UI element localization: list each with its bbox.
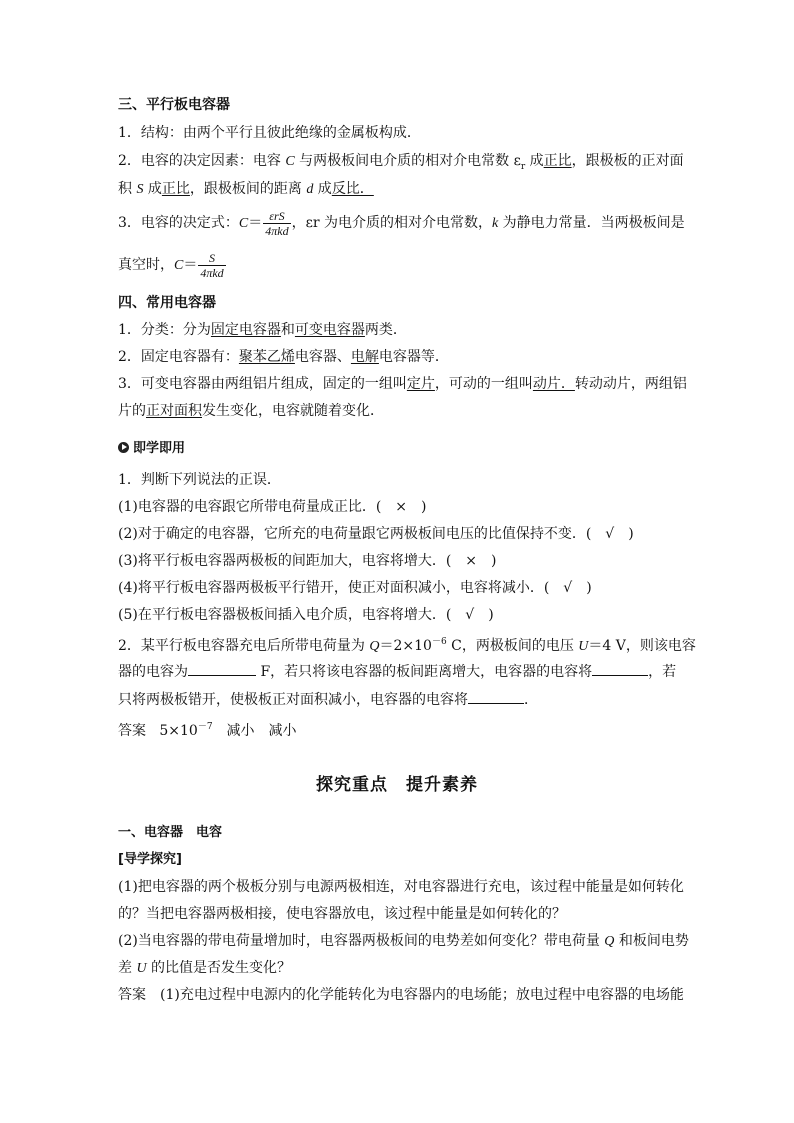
text: (2)当电容器的带电荷量增加时，电容器两极板间的电势差如何变化？带电荷量 (118, 933, 605, 949)
answer-underline: 动片． (532, 376, 575, 392)
explore-q1-line2: 的？当把电容器两极相接，使电容器放电，该过程中能量是如何转化的？ (118, 906, 566, 922)
practice-q2-line3 (118, 689, 538, 709)
section-heading-parallel-plate: 三、平行板电容器 (118, 97, 230, 113)
text: 片的 (118, 403, 146, 419)
practice-q1: 1．判断下列说法的正误． (118, 472, 281, 488)
text: ，若 (648, 664, 677, 680)
text: ，εr 为电介质的相对介电常数， (291, 215, 493, 231)
text: 真空时， (118, 257, 174, 273)
var-S: S (136, 182, 144, 197)
equals: ＝ (183, 257, 198, 273)
text: 成 (313, 181, 332, 197)
answer-underline: 正对面积 (146, 403, 202, 419)
var-C: C (174, 258, 184, 273)
text: 和 (280, 322, 295, 338)
practice-item: (4)将平行板电容器两极板平行错开，使正对面积减小，电容将减小．( √ ) (118, 580, 592, 596)
text: 1．分类：分为 (118, 322, 211, 338)
practice-item: (3)将平行板电容器两极板的间距加大，电容将增大．( × ) (118, 553, 497, 569)
para-determinants-line1 (118, 152, 684, 176)
answer-underline: 正比 (543, 153, 572, 169)
para-variable-capacitors-line1 (118, 375, 687, 393)
text: ，跟极板的正对面 (571, 153, 684, 169)
text: ，跟极板间的距离 (189, 181, 307, 197)
practice-item: (5)在平行板电容器极板间插入电介质，电容将增大．( √ ) (118, 607, 494, 623)
text: ＝2×10 (379, 638, 432, 654)
text: C，两极板间的电压 (446, 638, 579, 654)
text: 2．电容的决定因素：电容 (118, 153, 286, 169)
exponent: －6 (431, 637, 447, 647)
exponent: －7 (197, 722, 213, 732)
text: 差 (118, 960, 137, 976)
text: F，若只将该电容器的板间距离增大，电容器的电容将 (256, 664, 593, 680)
explore-q1-line1: (1)把电容器的两个极板分别与电源两极相连，对电容器进行充电，该过程中能量是如何转化 (118, 879, 684, 895)
fraction-numerator: S (209, 250, 216, 265)
var-Q: Q (604, 934, 615, 949)
text: ，可动的一组叫 (434, 376, 533, 392)
explore-q2-line1 (118, 932, 689, 951)
text: 转动动片，两组铝 (574, 376, 687, 392)
practice-answer (118, 718, 297, 740)
answer-underline: 可变电容器 (294, 322, 365, 338)
answer-blank (188, 661, 256, 676)
answer-underline: 固定电容器 (210, 322, 281, 338)
answer-value: 5×10 (159, 723, 198, 739)
text: 发生变化，电容就随着变化． (202, 403, 384, 419)
text: ． (524, 692, 538, 708)
practice-item: (2)对于确定的电容器，它所充的电荷量跟它两极板间电压的比值保持不变．( √ ) (118, 526, 634, 542)
para-variable-capacitors-line2 (118, 402, 384, 420)
para-classification (118, 321, 407, 339)
explore-answer (118, 986, 684, 1004)
var-Q: Q (369, 639, 380, 654)
answer-blank (468, 689, 524, 704)
para-determinants-line2 (118, 180, 374, 199)
text: 两类． (364, 322, 407, 338)
answer-underline: 聚苯乙烯 (238, 349, 295, 365)
answer-underline: 反比． (331, 181, 374, 197)
para-vacuum (118, 250, 227, 281)
para-structure: 1．结构：由两个平行且彼此绝缘的金属板构成． (118, 125, 421, 141)
text: 为静电力常量．当两极板间是 (498, 215, 685, 231)
para-fixed-capacitors (118, 348, 449, 366)
var-C: C (285, 154, 295, 169)
text: 和板间电势 (614, 933, 689, 949)
capacitance-formula-fraction (263, 209, 290, 238)
fraction-numerator: εrS (269, 208, 285, 223)
answer-rest: 减小 减小 (212, 723, 297, 739)
answer-underline: 电解 (350, 349, 379, 365)
guided-inquiry-tag: [导学探究] (118, 852, 182, 867)
text: 积 (118, 181, 137, 197)
text: 器的电容为 (118, 664, 188, 680)
text: 2．某平行板电容器充电后所带电荷量为 (118, 638, 370, 654)
explore-q2-line2 (118, 959, 291, 978)
vacuum-formula-fraction (198, 251, 225, 280)
fraction-denominator: 4πkd (200, 265, 224, 280)
subsection-heading-capacitor: 一、电容器 电容 (118, 825, 223, 840)
answer-underline: 正比 (161, 181, 190, 197)
text: 电容器等． (378, 349, 449, 365)
var-U: U (578, 639, 589, 654)
play-circle-icon (118, 442, 129, 453)
answer-label: 答案 (118, 987, 146, 1003)
text: ＝4 V，则该电容 (588, 638, 696, 654)
practice-q2-line1 (118, 633, 696, 656)
practice-heading (118, 440, 185, 458)
para-formula (118, 208, 685, 239)
text: 只将两极板错开，使极板正对面积减小，电容器的电容将 (118, 692, 468, 708)
text: 成 (143, 181, 162, 197)
text: 电容器、 (294, 349, 351, 365)
practice-heading-label: 即学即用 (133, 441, 186, 456)
text: 成 (525, 153, 544, 169)
practice-q2-line2 (118, 661, 676, 681)
answer-underline: 定片 (406, 376, 435, 392)
var-U: U (136, 961, 147, 976)
practice-item: (1)电容器的电容跟它所带电荷量成正比．( × ) (118, 499, 427, 515)
equals: ＝ (248, 215, 263, 231)
text: 3．可变电容器由两组铝片组成，固定的一组叫 (118, 376, 407, 392)
answer-blank (592, 661, 648, 676)
var-k: k (492, 216, 499, 231)
section-title-explore: 探究重点 提升素养 (316, 775, 478, 795)
answer-label: 答案 (118, 723, 146, 739)
var-d: d (306, 182, 314, 197)
var-C: C (238, 216, 249, 231)
text: 2．固定电容器有： (118, 349, 239, 365)
fraction-denominator: 4πkd (265, 223, 289, 238)
answer-text: (1)充电过程中电源内的化学能转化为电容器内的电场能；放电过程中电容器的电场能 (146, 987, 684, 1003)
text: 的比值是否发生变化？ (146, 960, 292, 976)
text: 3．电容的决定式： (118, 215, 239, 231)
text: 与两极板间电介质的相对介电常数 ε (294, 153, 521, 169)
subscript-r: r (520, 161, 526, 172)
section-heading-common-capacitors: 四、常用电容器 (118, 295, 216, 311)
